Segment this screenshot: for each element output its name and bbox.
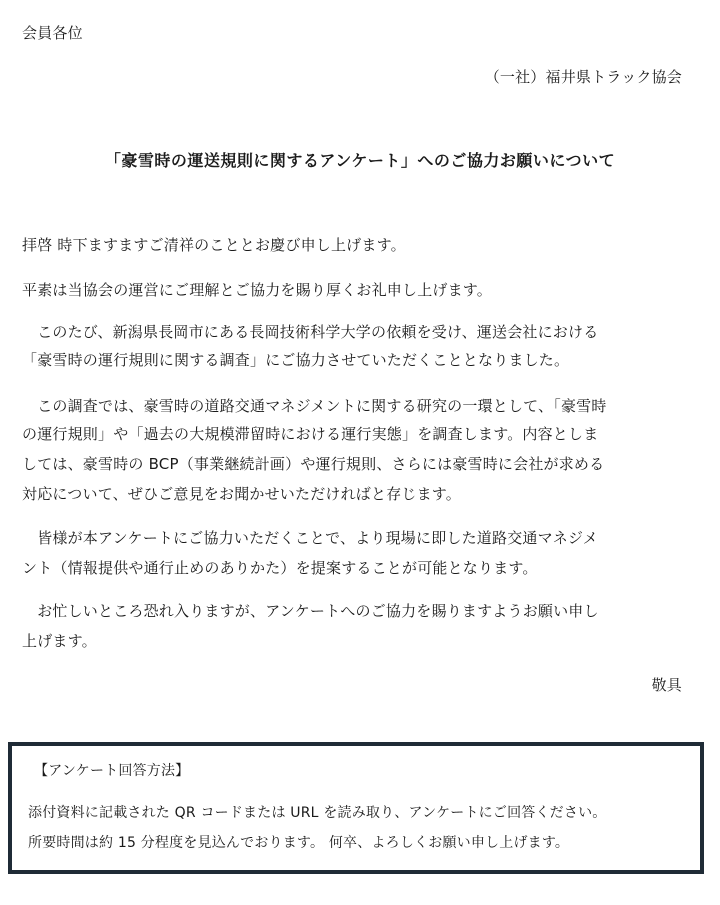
body-line: このたび、新潟県長岡市にある長岡技術科学大学の依頼を受け、運送会社における [22, 323, 599, 341]
answer-method-line: 添付資料に記載された QR コードまたは URL を読み取り、アンケートにご回答ください。 [28, 805, 607, 821]
closing-remark: 敬具 [651, 676, 682, 694]
body-line: 対応について、ぜひご意見をお聞かせいただければと存じます。 [22, 485, 462, 503]
answer-method-heading: 【アンケート回答方法】 [34, 763, 190, 779]
body-line: の運行規則」や「過去の大規模滞留時における運行実態」を調査します。内容としま [22, 425, 599, 443]
body-line: 平素は当協会の運営にご理解とご協力を賜り厚くお礼申し上げます。 [22, 281, 493, 299]
body-line: この調査では、豪雪時の道路交通マネジメントに関する研究の一環として、「豪雪時 [22, 397, 607, 415]
body-line: 上げます。 [22, 632, 97, 650]
document-title: 「豪雪時の運送規則に関するアンケート」へのご協力お願いについて [104, 151, 616, 170]
answer-method-line: 所要時間は約 15 分程度を見込んでおります。 何卒、よろしくお願い申し上げます。 [28, 835, 570, 851]
addressee: 会員各位 [22, 24, 83, 42]
body-line: 拝啓 時下ますますご清祥のこととお慶び申し上げます。 [22, 236, 406, 254]
body-line: しては、豪雪時の BCP（事業継続計画）や運行規則、さらには豪雪時に会社が求める [22, 455, 605, 473]
sender-organization: （一社）福井県トラック協会 [484, 68, 682, 86]
answer-method-box [8, 742, 704, 874]
body-line: 皆様が本アンケートにご協力いただくことで、より現場に即した道路交通マネジメ [22, 529, 598, 547]
body-line: ント（情報提供や通行止めのありかた）を提案することが可能となります。 [22, 559, 538, 577]
body-line: お忙しいところ恐れ入りますが、アンケートへのご協力を賜りますようお願い申し [22, 602, 599, 620]
body-line: 「豪雪時の運行規則に関する調査」にご協力させていただくこととなりました。 [22, 351, 570, 369]
